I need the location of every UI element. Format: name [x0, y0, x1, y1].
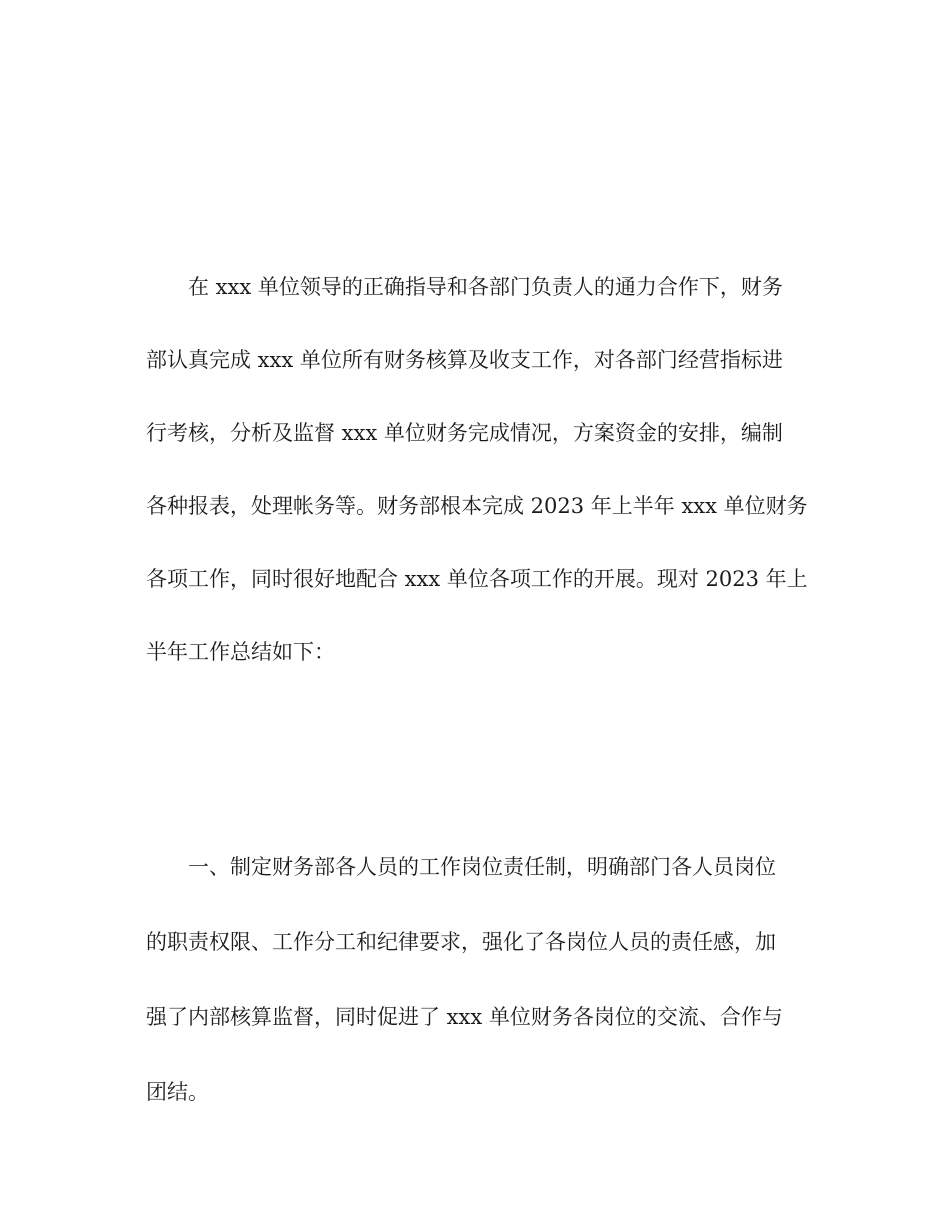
paragraph-line: 部认真完成 xxx 单位所有财务核算及收支工作，对各部门经营指标进 [146, 348, 783, 372]
paragraph-line: 一、制定财务部各人员的工作岗位责任制，明确部门各人员岗位 [188, 855, 776, 879]
paragraph-line: 各项工作，同时很好地配合 xxx 单位各项工作的开展。现对 2023 年上 [146, 567, 808, 591]
paragraph-line: 强了内部核算监督，同时促进了 xxx 单位财务各岗位的交流、合作与 [146, 1005, 783, 1029]
paragraph-line: 行考核，分析及监督 xxx 单位财务完成情况，方案资金的安排，编制 [146, 421, 783, 445]
paragraph-line: 的职责权限、工作分工和纪律要求，强化了各岗位人员的责任感，加 [146, 930, 776, 954]
paragraph-line: 各种报表，处理帐务等。财务部根本完成 2023 年上半年 xxx 单位财务 [146, 494, 808, 518]
paragraph-line: 团结。 [146, 1080, 209, 1104]
paragraph-line: 半年工作总结如下： [146, 640, 335, 664]
paragraph-line: 在 xxx 单位领导的正确指导和各部门负责人的通力合作下，财务 [188, 275, 783, 299]
